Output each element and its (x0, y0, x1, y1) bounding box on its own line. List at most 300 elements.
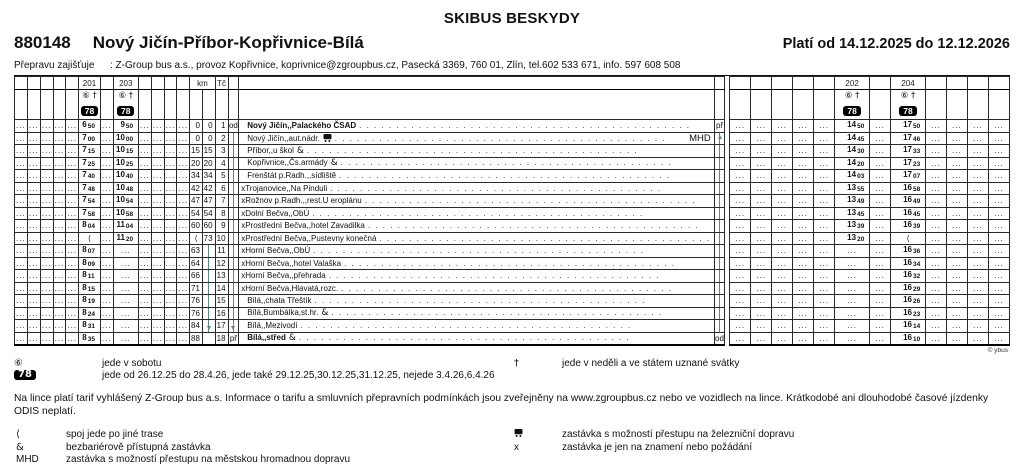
empty-cell: ... (946, 207, 967, 220)
empty-cell: ... (988, 182, 1009, 195)
km-cell: 20 (190, 157, 203, 170)
time-cell: 1345 (835, 207, 870, 220)
empty-cell: ... (772, 295, 793, 308)
empty-cell: ... (814, 207, 835, 220)
train-number: 203 (113, 77, 138, 90)
wheelchair-icon: & (288, 333, 296, 343)
empty-cell: ... (988, 257, 1009, 270)
time-cell: 1104 (113, 220, 138, 233)
km-cell: 60 (190, 220, 203, 233)
station-name: xHorní Bečva,,přehrada (241, 271, 326, 280)
legend-row (14, 454, 1010, 467)
empty-cell: ... (41, 258, 52, 268)
empty-cell: ... (988, 320, 1009, 333)
empty-cell: ... (772, 195, 793, 208)
empty-cell: ... (67, 296, 78, 305)
empty-cell: ... (870, 120, 891, 133)
timetable-right-grid (729, 76, 1010, 346)
empty-cell: ... (152, 246, 163, 255)
station-cell (239, 257, 715, 270)
empty-cell: ... (165, 258, 176, 268)
km-cell: 71 (190, 282, 203, 295)
empty-cell: ... (814, 295, 835, 308)
empty-cell: ... (751, 220, 772, 233)
tc-cell: 12 (215, 257, 228, 270)
empty-cell: ... (16, 146, 26, 155)
empty-cell: ... (152, 121, 163, 130)
empty-cell: ... (54, 221, 65, 230)
dot-leader (362, 196, 711, 206)
empty-cell: ... (16, 246, 26, 255)
empty-cell: ... (152, 308, 163, 318)
km-cell: 64 (190, 257, 203, 270)
badge-cell (164, 90, 177, 120)
empty-cell: ... (54, 208, 65, 218)
empty-cell: ... (870, 332, 891, 345)
empty-cell: ... (41, 121, 52, 130)
empty-cell: ... (101, 246, 112, 255)
strip-cell (164, 77, 177, 90)
empty-cell: ... (814, 257, 835, 270)
empty-time-cell: ... (113, 307, 138, 320)
empty-cell: ... (730, 132, 751, 145)
empty-time-cell: ... (113, 320, 138, 333)
empty-cell: ... (793, 257, 814, 270)
empty-cell: ... (926, 245, 947, 258)
dot-leader (336, 171, 711, 181)
empty-cell: ... (101, 321, 112, 330)
empty-cell: ... (870, 182, 891, 195)
badge-cell (27, 90, 40, 120)
direction-marker (714, 257, 725, 270)
empty-cell: ... (751, 132, 772, 145)
km-cell: 42 (202, 182, 215, 195)
empty-cell: ... (41, 271, 52, 280)
strip-cell (870, 77, 891, 90)
empty-cell: ... (28, 133, 39, 143)
empty-cell: ... (165, 233, 176, 243)
direction-marker (228, 195, 239, 208)
title-row (14, 33, 1010, 53)
empty-cell: ... (870, 157, 891, 170)
empty-cell: ... (730, 270, 751, 283)
empty-cell: ... (751, 182, 772, 195)
calendar-cell (835, 90, 870, 120)
empty-cell: ... (751, 245, 772, 258)
time-cell: 754 (79, 195, 101, 208)
km-cell: 34 (190, 170, 203, 183)
station-cell (239, 332, 715, 345)
strip-cell (751, 77, 772, 90)
calendar-icons: ⑥ † (82, 91, 97, 101)
dot-leader (304, 146, 711, 156)
empty-cell: ... (870, 195, 891, 208)
time-cell: 1450 (835, 120, 870, 133)
empty-cell: ... (988, 220, 1009, 233)
dot-leader (312, 296, 711, 306)
empty-cell: ... (164, 332, 177, 345)
empty-cell: ... (177, 332, 190, 345)
empty-cell: ... (751, 120, 772, 133)
empty-cell: ... (41, 246, 52, 255)
empty-cell: ... (66, 332, 79, 345)
empty-cell: ... (926, 195, 947, 208)
empty-cell: ... (751, 282, 772, 295)
direction-marker (714, 195, 725, 208)
empty-cell: ... (67, 308, 78, 318)
empty-cell: ... (926, 132, 947, 145)
empty-cell: ... (139, 183, 150, 193)
empty-cell: ... (139, 283, 150, 293)
empty-cell: ... (814, 332, 835, 345)
empty-cell: ... (967, 120, 988, 133)
time-cell: 1634 (891, 257, 926, 270)
empty-cell: ... (139, 121, 150, 130)
time-cell: 1623 (891, 307, 926, 320)
empty-cell: ... (946, 157, 967, 170)
tc-cell: 11 (215, 245, 228, 258)
empty-cell: ... (772, 320, 793, 333)
empty-cell: ... (165, 158, 176, 168)
empty-cell: ... (926, 332, 947, 345)
empty-time-cell: ... (113, 282, 138, 295)
km-cell: 0 (202, 132, 215, 145)
time-cell: 809 (79, 257, 101, 270)
empty-cell: ... (967, 220, 988, 233)
tc-cell: 3 (215, 145, 228, 158)
direction-marker (228, 245, 239, 258)
timetable-right (729, 76, 1010, 346)
note-badge: 78 (843, 106, 860, 116)
empty-cell: ... (178, 171, 189, 180)
station-name: Bílá,,chata Třeštík (247, 296, 312, 305)
empty-cell: ... (16, 258, 26, 268)
station-cell (239, 320, 715, 333)
dot-leader (338, 284, 711, 294)
tc-cell: 4 (215, 157, 228, 170)
empty-cell: ... (730, 332, 751, 345)
empty-cell: ... (54, 296, 65, 305)
calendar-cell (891, 90, 926, 120)
empty-cell: ... (814, 220, 835, 233)
km-cell: 54 (190, 207, 203, 220)
empty-cell: ... (814, 195, 835, 208)
empty-cell: ... (946, 132, 967, 145)
time-cell: 1040 (113, 170, 138, 183)
empty-time-cell: ... (835, 320, 870, 333)
calendar-icons: ⑥ † (900, 91, 916, 101)
station-name: Nový Jičín,,Palackého ČSAD (247, 121, 357, 130)
tc-cell: 10 (215, 232, 228, 245)
empty-cell: ... (41, 146, 52, 155)
strip-cell (926, 77, 947, 90)
empty-cell: ... (730, 232, 751, 245)
empty-cell: ... (988, 232, 1009, 245)
empty-cell: ... (28, 308, 39, 318)
empty-cell: ... (67, 271, 78, 280)
direction-marker (228, 170, 239, 183)
empty-cell: ... (967, 282, 988, 295)
dot-leader (328, 308, 710, 318)
station-cell (239, 307, 715, 320)
empty-cell: ... (28, 171, 39, 180)
empty-cell: ... (793, 120, 814, 133)
empty-cell: ... (28, 271, 39, 280)
station-name: Příbor,,u škol (247, 145, 294, 155)
empty-cell: ... (16, 296, 26, 305)
empty-cell: ... (41, 133, 52, 143)
empty-cell: ... (139, 321, 150, 330)
strip-cell (239, 77, 715, 90)
empty-cell: ... (101, 121, 112, 130)
calendar-cell (79, 90, 101, 120)
rail-transfer-icon (320, 134, 332, 144)
empty-cell: ... (16, 233, 26, 243)
empty-cell: ... (28, 233, 39, 243)
empty-cell: ... (988, 195, 1009, 208)
empty-cell: ... (730, 182, 751, 195)
empty-cell: ... (101, 133, 112, 143)
time-cell: 831 (79, 320, 101, 333)
empty-cell: ... (814, 120, 835, 133)
empty-cell: ... (165, 146, 176, 155)
empty-cell: ... (178, 321, 189, 330)
empty-cell: ... (946, 295, 967, 308)
empty-cell: ... (41, 208, 52, 218)
station-name: Kopřivnice,,Čs.armády (247, 158, 328, 167)
empty-cell: ... (793, 170, 814, 183)
tc-cell: 2 (215, 132, 228, 145)
empty-cell: ... (967, 295, 988, 308)
badge-cell (967, 90, 988, 120)
empty-cell: ... (54, 308, 65, 318)
note-badge: 78 (81, 106, 98, 116)
empty-cell: ... (814, 145, 835, 158)
station-name: xProstřední Bečva,,Pustevny konečná (241, 233, 377, 243)
empty-cell: ... (772, 145, 793, 158)
empty-cell: ... (152, 296, 163, 305)
empty-cell: ... (165, 246, 176, 255)
km-cell (202, 307, 215, 320)
empty-cell: ... (178, 121, 189, 130)
direction-marker: od (228, 121, 238, 130)
direction-marker (228, 257, 239, 270)
dot-leader (309, 209, 710, 219)
empty-cell: ... (41, 196, 52, 205)
legend-row (14, 429, 1010, 442)
time-cell: 1054 (113, 195, 138, 208)
empty-cell: ... (988, 332, 1009, 345)
direction-marker (228, 295, 239, 308)
empty-cell: ... (793, 320, 814, 333)
empty-cell: ... (101, 146, 112, 155)
station-cell (239, 220, 715, 233)
station-cell (239, 120, 715, 133)
station-name: xHorní Bečva,,ObÚ (241, 246, 311, 255)
empty-cell: ... (16, 183, 26, 193)
empty-cell: ... (152, 283, 163, 293)
km-header: km (190, 77, 215, 90)
empty-cell: ... (814, 132, 835, 145)
empty-cell: ... (772, 282, 793, 295)
empty-cell: ... (28, 221, 39, 230)
km-cell (202, 295, 215, 308)
tariff-note: Na lince platí tarif vyhlášený Z-Group bus a.s. Informace o tarifu a smluvních přepravních podmínkách jsou zveřejněny na www.zgroupbus.cz nebo ve vozidlech na lince. Krátkodobé ani dlouhodobé časové jízdenky ODIS neplatí. (14, 393, 989, 417)
legend-row (14, 358, 1010, 370)
empty-cell: ... (15, 332, 28, 345)
empty-cell: ... (41, 158, 52, 168)
dot-leader (376, 234, 710, 244)
time-cell: 1420 (835, 157, 870, 170)
km-cell: 76 (190, 307, 203, 320)
station-cell (239, 245, 715, 258)
empty-cell: ... (139, 171, 150, 180)
empty-cell: ... (751, 257, 772, 270)
empty-time-cell: ... (835, 282, 870, 295)
badge-cell (730, 90, 751, 120)
time-cell: 1015 (113, 145, 138, 158)
empty-cell: ... (730, 295, 751, 308)
station-name: Nový Jičín,,aut.nádr. (247, 133, 320, 143)
empty-cell: ... (54, 233, 65, 243)
empty-cell: ... (178, 133, 189, 143)
empty-cell: ... (178, 246, 189, 255)
empty-cell: ... (139, 258, 150, 268)
empty-cell: ... (178, 221, 189, 230)
badge-cell (138, 90, 151, 120)
km-cell: 15 (190, 145, 203, 158)
calendar-legend (14, 358, 1010, 382)
empty-cell: ... (946, 307, 967, 320)
empty-cell: ... (926, 145, 947, 158)
strip-cell (814, 77, 835, 90)
empty-cell: ... (946, 320, 967, 333)
direction-marker (714, 307, 725, 320)
empty-cell: ... (152, 196, 163, 205)
empty-cell: ... (165, 271, 176, 280)
empty-cell: ... (54, 183, 65, 193)
empty-cell: ... (926, 282, 947, 295)
empty-cell: ... (988, 157, 1009, 170)
operator-info: : Z-Group bus a.s., provoz Kopřivnice, koprivnice@zgroupbus.cz, Pasecká 3369, 760 01, Zlín, tel.602 533 671, info. 597 608 508 (110, 60, 681, 71)
skip-symbol-cell: ⟨ (891, 232, 926, 245)
station-name: xHorní Bečva,,hotel Valaška (241, 258, 342, 268)
empty-cell: ... (16, 208, 26, 218)
empty-cell: ... (814, 307, 835, 320)
strip-cell (714, 77, 725, 90)
km-cell: 42 (190, 182, 203, 195)
dot-leader (326, 271, 711, 281)
line-number: 880148 (14, 33, 71, 52)
empty-time-cell: ... (113, 270, 138, 283)
empty-cell: ... (946, 182, 967, 195)
empty-cell: ... (101, 308, 112, 318)
km-cell: 47 (202, 195, 215, 208)
time-cell: 804 (79, 220, 101, 233)
time-cell: 811 (79, 270, 101, 283)
empty-cell: ... (139, 308, 150, 318)
empty-cell: ... (152, 171, 163, 180)
station-cell (239, 207, 715, 220)
direction-marker (228, 145, 239, 158)
empty-cell: ... (967, 195, 988, 208)
empty-time-cell: ... (835, 257, 870, 270)
strip-cell (967, 77, 988, 90)
empty-cell: ... (946, 232, 967, 245)
empty-cell: ... (27, 332, 40, 345)
strip-cell (988, 77, 1009, 90)
empty-cell: ... (16, 271, 26, 280)
time-cell: 758 (79, 207, 101, 220)
dot-leader (310, 246, 711, 256)
empty-cell: ... (54, 271, 65, 280)
empty-cell: ... (28, 208, 39, 218)
mhd-label: MHD (16, 454, 39, 465)
empty-cell: ... (814, 245, 835, 258)
station-cell (239, 132, 715, 145)
wheelchair-icon: & (16, 441, 24, 453)
empty-cell: ... (28, 146, 39, 155)
legend-text: zastávka je jen na znamení nebo požádání (562, 441, 753, 453)
tc-cell: 15 (215, 295, 228, 308)
empty-cell: ... (946, 332, 967, 345)
empty-cell: ... (870, 270, 891, 283)
direction-marker (228, 220, 239, 233)
empty-cell: ... (772, 120, 793, 133)
strip-cell (15, 77, 28, 90)
empty-cell: ... (28, 183, 39, 193)
empty-cell: ... (772, 182, 793, 195)
empty-cell: ... (28, 283, 39, 293)
direction-marker (714, 270, 725, 283)
empty-cell: ... (165, 308, 176, 318)
calendar-cell (113, 90, 138, 120)
station-name: xHorní Bečva,Hlavatá,rozc. (241, 283, 339, 293)
empty-cell: ... (28, 121, 39, 130)
dot-leader (327, 184, 711, 194)
empty-cell: ... (41, 321, 52, 330)
time-cell: 1723 (891, 157, 926, 170)
empty-cell: ... (793, 232, 814, 245)
station-cell (239, 170, 715, 183)
empty-cell: ... (926, 157, 947, 170)
time-cell: 1746 (891, 132, 926, 145)
empty-cell: ... (28, 196, 39, 205)
legend-text: zastávka s možností přestupu na železniční dopravu (562, 429, 795, 440)
empty-cell: ... (67, 246, 78, 255)
direction-marker (228, 157, 239, 170)
empty-cell: ... (793, 307, 814, 320)
empty-cell: ... (152, 133, 163, 143)
empty-cell: ... (870, 232, 891, 245)
empty-cell: ... (152, 158, 163, 168)
timetable-left (14, 76, 725, 346)
empty-cell: ... (730, 170, 751, 183)
km-cell: 34 (202, 170, 215, 183)
empty-cell: ... (793, 182, 814, 195)
empty-cell: ... (67, 258, 78, 268)
tc-cell: 5 (215, 170, 228, 183)
time-cell: 1610 (891, 332, 926, 345)
km-cell (202, 332, 215, 345)
empty-cell: ... (139, 196, 150, 205)
km-cell: 63 (190, 245, 203, 258)
empty-cell: ... (139, 221, 150, 230)
empty-cell: ... (967, 207, 988, 220)
empty-cell: ... (988, 132, 1009, 145)
direction-marker (228, 232, 239, 245)
empty-cell: ... (814, 320, 835, 333)
